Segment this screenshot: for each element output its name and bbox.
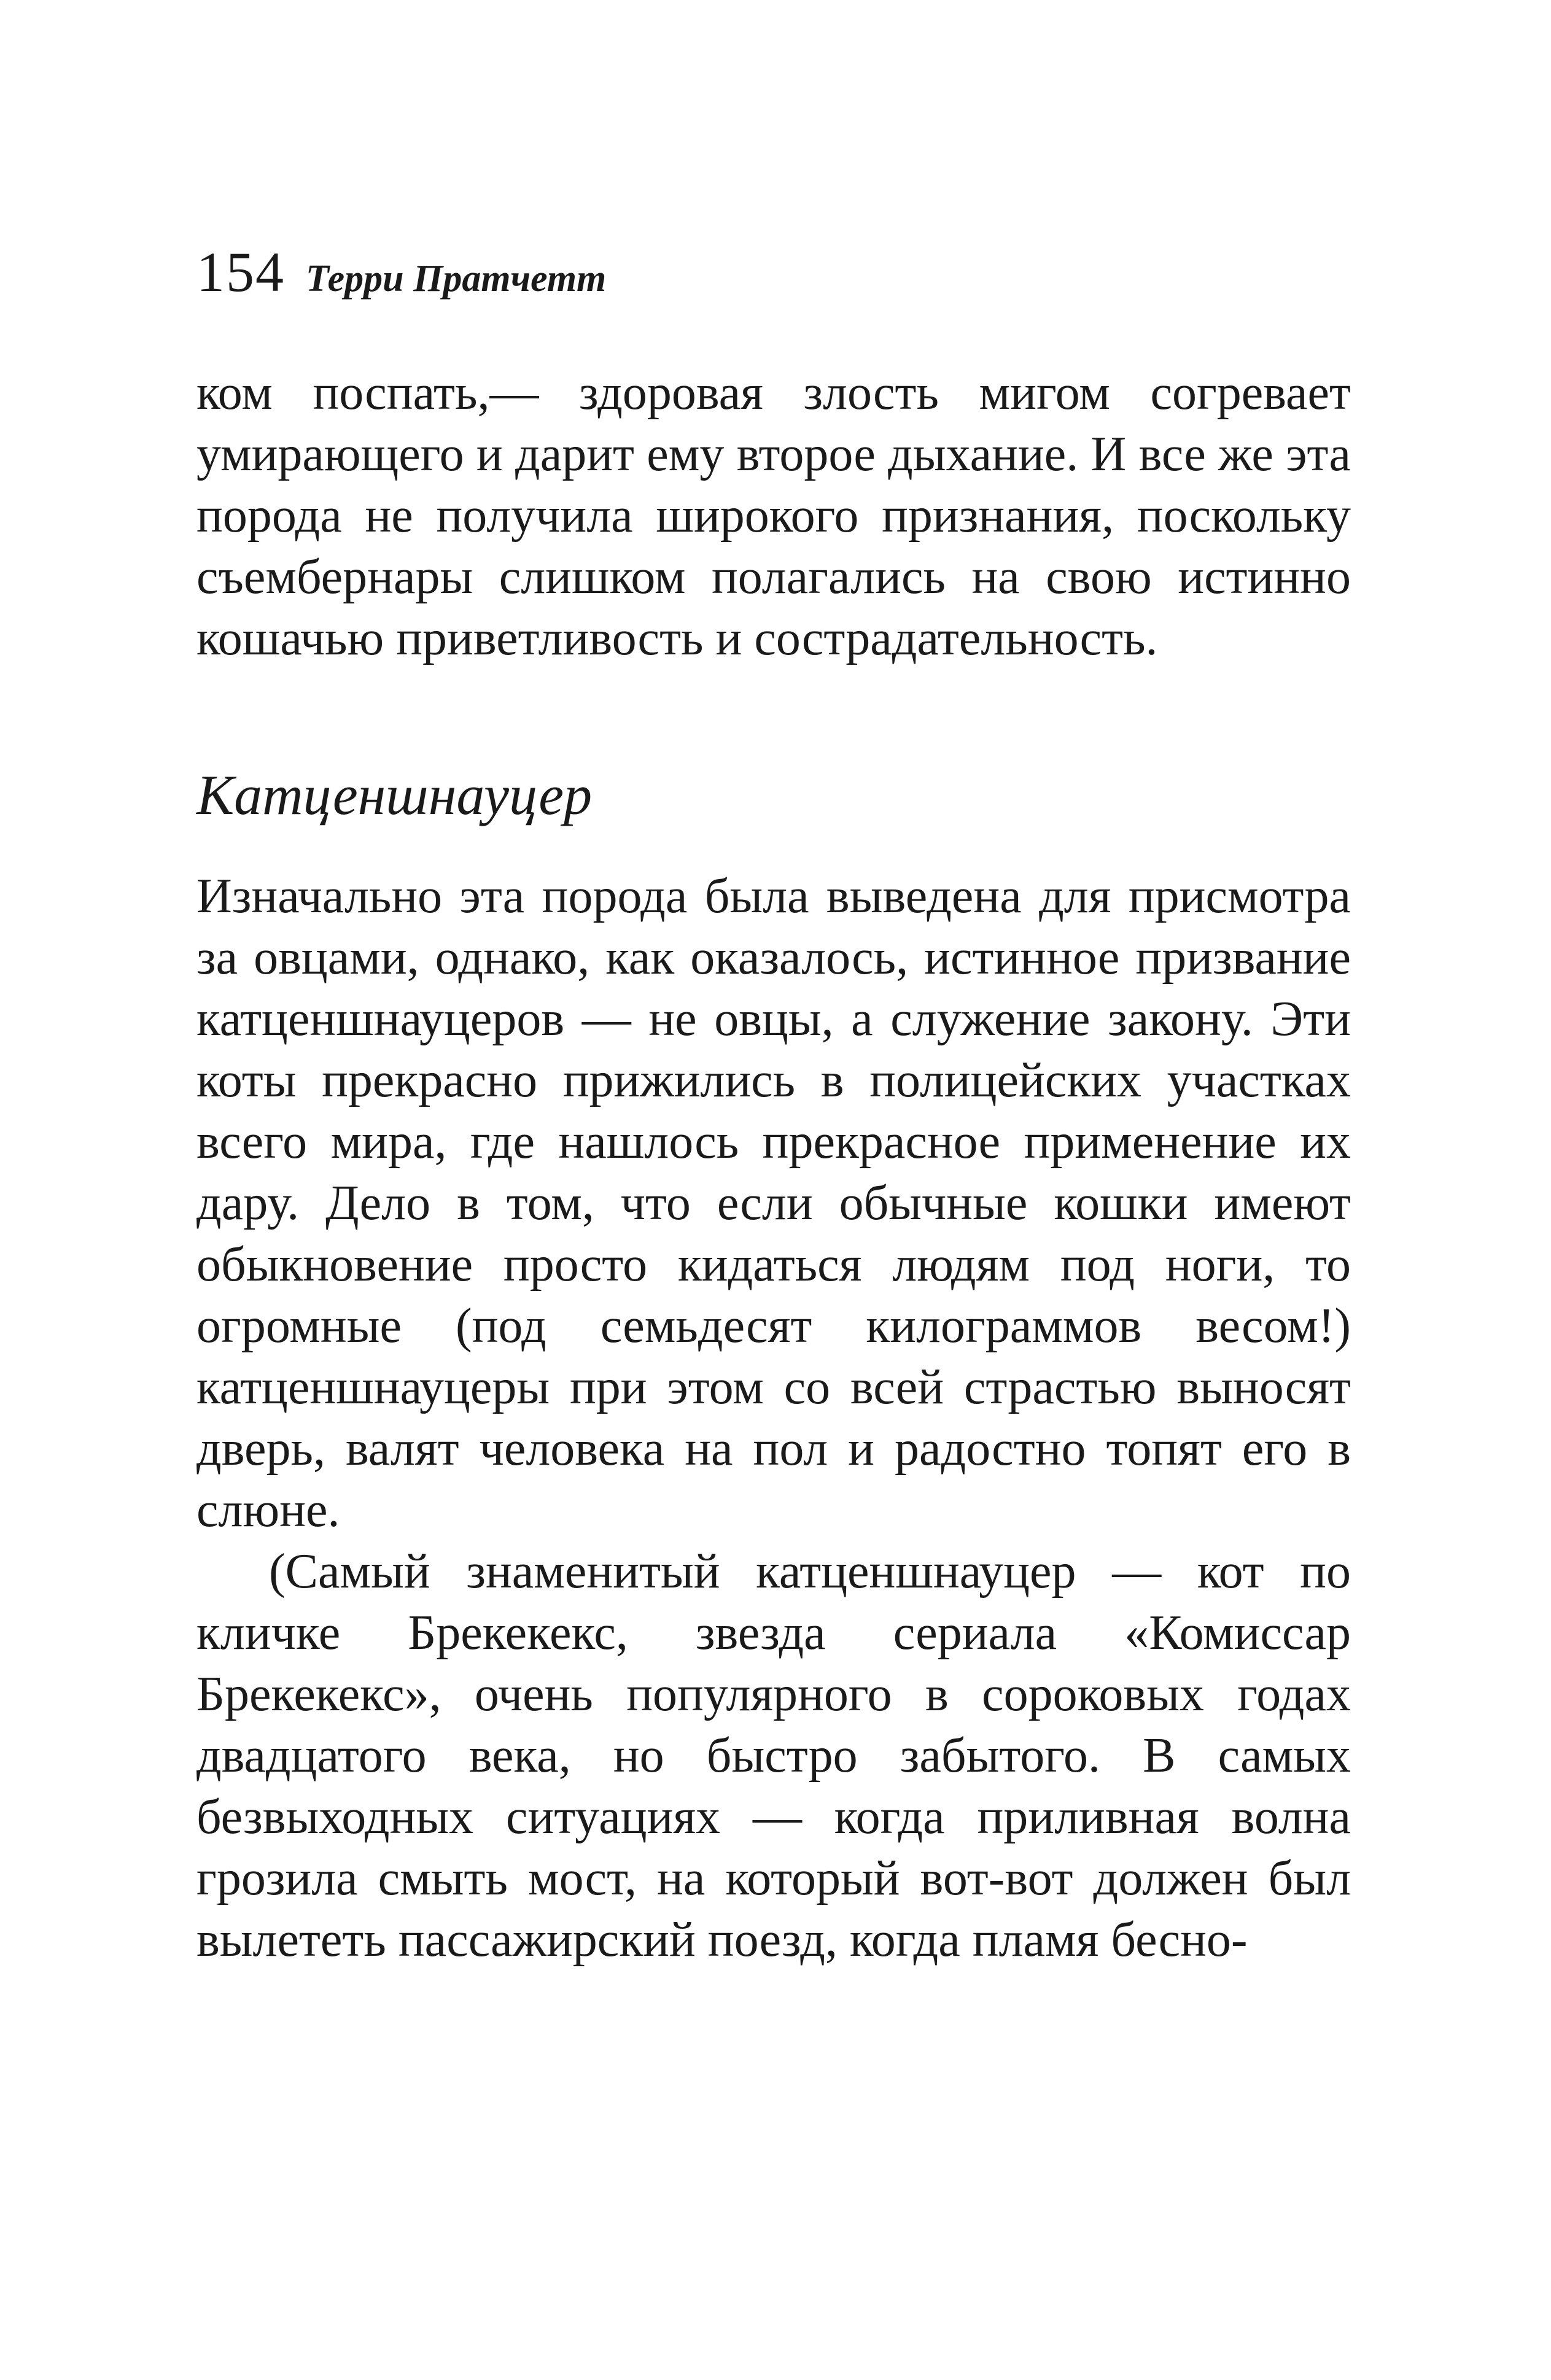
- body-text: [196, 362, 1351, 1971]
- book-page: [196, 239, 1351, 1971]
- running-header-author: Терри Пратчетт: [306, 258, 607, 300]
- page-number: 154: [196, 241, 285, 303]
- running-header: [196, 239, 1351, 313]
- section-heading: Катценшнауцер: [196, 764, 593, 826]
- paragraph-2: (Самый знаменитый катценшнауцер — кот по кличке Брекекекс, звезда сериала «Комиссар Брекекекс», очень популярного в сороковых годах двадцатого века, но быстро забытого. В самых безвыходных ситуациях — когда приливная волна грозила смыть мост, на который вот-вот должен был вылететь пассажирский поезд, когда пламя бесно-: [196, 1545, 1351, 1967]
- paragraph-1: Изначально эта порода была выведена для присмотра за овцами, однако, как оказалось, истинное призвание катценшнауцеров — не овцы, а служение закону. Эти коты прекрасно прижились в полицейских участках всего мира, где нашлось прекрасное применение их дару. Дело в том, что если обычные кошки имеют обыкновение просто кидаться людям под ноги, то огромные (под семьдесят килограммов весом!) катценшнауцеры при этом со всей страстью выносят дверь, валят человека на пол и радостно топят его в слюне.: [196, 869, 1351, 1537]
- continued-paragraph: ком поспать,— здоровая злость мигом согревает умирающего и дарит ему второе дыхание. И все же эта порода не получила широкого признания, поскольку съембернары слишком полагались на свою истинно кошачью приветливость и сострадательность.: [196, 366, 1351, 665]
